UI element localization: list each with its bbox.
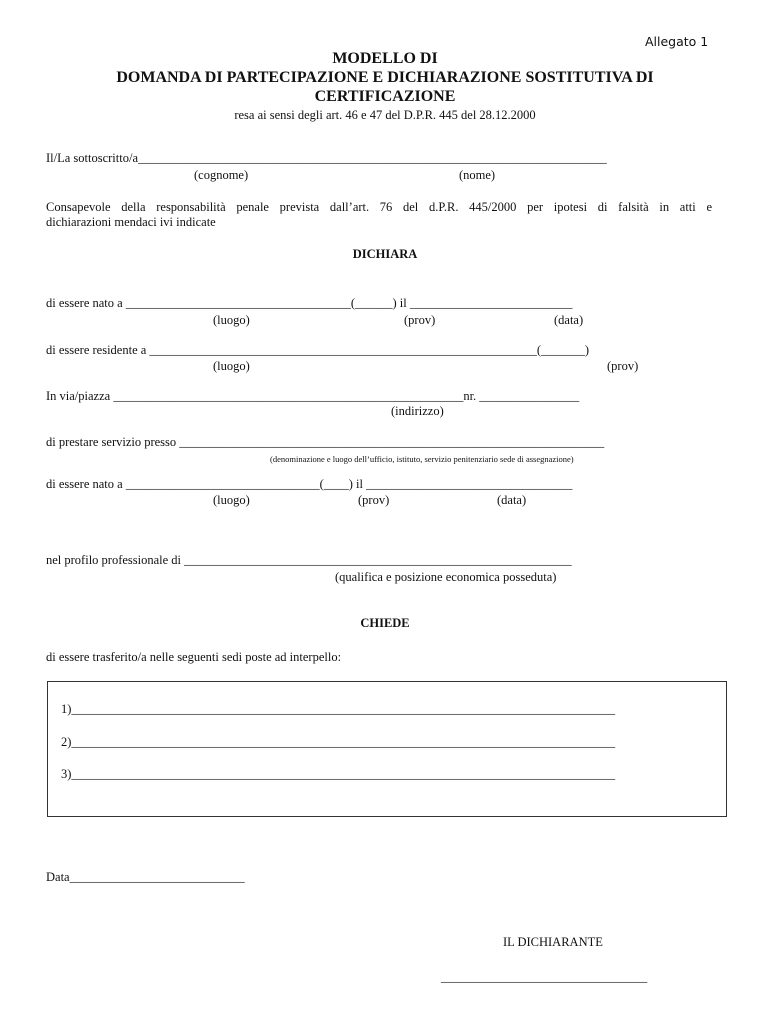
profilo-professionale-field[interactable]: nel profilo professionale di ______________________________________________________________ <box>46 553 572 567</box>
signature-line[interactable]: _________________________________ <box>441 970 648 984</box>
il-dichiarante-label: IL DICHIARANTE <box>503 935 603 949</box>
servizio-presso-field[interactable]: di prestare servizio presso ____________________________________________________________________ <box>46 435 605 449</box>
via-piazza-field[interactable]: In via/piazza ________________________________________________________nr. ________________ <box>46 389 580 403</box>
title-line-2: DOMANDA DI PARTECIPAZIONE E DICHIARAZIONE SOSTITUTIVA DI <box>116 69 654 86</box>
trasferito-text: di essere trasferito/a nelle seguenti sedi poste ad interpello: <box>46 650 342 664</box>
allegato-label: Allegato 1 <box>645 34 709 49</box>
indirizzo-label: (indirizzo) <box>391 404 444 418</box>
nato-a-field[interactable]: di essere nato a ____________________________________(______) il __________________________ <box>46 296 573 310</box>
dichiara-heading: DICHIARA <box>352 247 418 261</box>
nome-label: (nome) <box>459 168 496 182</box>
title-line-3: CERTIFICAZIONE <box>314 88 456 105</box>
servizio-note: (denominazione e luogo dell’ufficio, istituto, servizio penitenziario sede di assegnazione) <box>270 454 574 464</box>
profilo-note: (qualifica e posizione economica posseduta) <box>335 570 557 584</box>
cognome-label: (cognome) <box>194 168 249 182</box>
residente-field[interactable]: di essere residente a ______________________________________________________________(_______) <box>46 343 589 357</box>
chiede-heading: CHIEDE <box>360 616 410 630</box>
sede-field-1[interactable]: 1)_______________________________________________________________________________________ <box>61 702 616 716</box>
nato-luogo-label: (luogo) <box>213 313 250 327</box>
data-field[interactable]: Data____________________________ <box>46 870 245 884</box>
sede-field-2[interactable]: 2)_______________________________________________________________________________________ <box>61 735 616 749</box>
nato-prov-label: (prov) <box>404 313 436 327</box>
subtitle: resa ai sensi degli art. 46 e 47 del D.P.R. 445 del 28.12.2000 <box>234 108 536 122</box>
consapevole-line-2: dichiarazioni mendaci ivi indicate <box>46 215 216 229</box>
residente-luogo-label: (luogo) <box>213 359 250 373</box>
title-line-1: MODELLO DI <box>332 50 438 67</box>
nato2-luogo-label: (luogo) <box>213 493 250 507</box>
nato-data-label: (data) <box>554 313 584 327</box>
nato-a-field-2[interactable]: di essere nato a _______________________________(____) il _________________________________ <box>46 477 573 491</box>
residente-prov-label: (prov) <box>607 359 639 373</box>
consapevole-line-1: Consapevole della responsabilità penale prevista dall’art. 76 del d.P.R. 445/2000 per ipotesi di falsità in atti e <box>46 200 712 214</box>
nato2-prov-label: (prov) <box>358 493 390 507</box>
nato2-data-label: (data) <box>497 493 527 507</box>
sede-field-3[interactable]: 3)_______________________________________________________________________________________ <box>61 767 616 781</box>
sottoscritto-field[interactable]: Il/La sottoscritto/a___________________________________________________________________________ <box>46 151 607 165</box>
